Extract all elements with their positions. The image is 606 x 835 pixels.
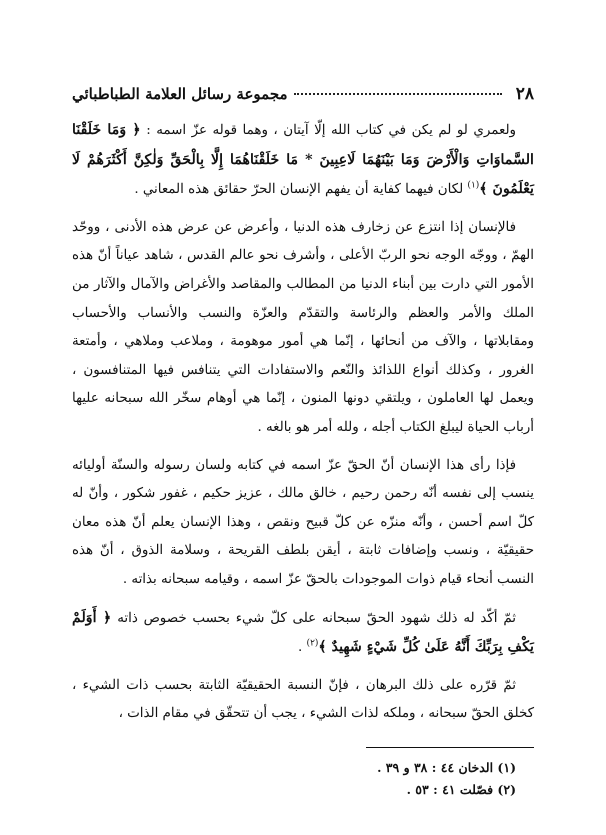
paragraph bbox=[72, 116, 534, 205]
body-text: فإذا رأى هذا الإنسان أنّ الحقّ عزّ اسمه في كتابه ولسان رسوله والسنّة أوليائه ينسب إلى نفسه أنّه رحمن رحيم ، خالق مالك ، عزيز حكيم ، غفور شكور ، وأنّ له كلّ اسم أحسن ، وأنّه منزّه عن كلّ قبيح ونقص ، وهذا الإنسان يعلم أنّ هذه معان حقيقيّة ، ونسب وإضافات ثابتة ، أيقن بلطف القريحة ، وسلامة الذوق ، أنّ هذه النسب أنحاء قيام ذوات الموجودات بالحقّ عزّ اسمه ، وقيامه سبحانه بذاته . bbox=[72, 457, 534, 587]
footnotes bbox=[120, 757, 516, 801]
quran-verse: ﴿ وَمَا خَلَقْنَا السَّماوَاتِ وَالْأَرْضَ وَمَا بَيْنَهُمَا لَاعِبِينَ * مَا خَلَقْنَاهُمَا إِلَّا بِالْحَقِّ وَلٰكِنَّ أَكْثَرَهُمْ لَا يَعْلَمُونَ ﴾ bbox=[72, 122, 534, 198]
paragraph bbox=[72, 214, 534, 443]
footnote-1: (١) الدخان ٤٤ : ٣٨ و ٣٩ . bbox=[377, 760, 516, 775]
footnote-marker: (٢) bbox=[306, 638, 319, 649]
footnote-2: (٢) فصّلت ٤١ : ٥٣ . bbox=[406, 782, 516, 797]
running-title: مجموعة رسائل العلامة الطباطبائي bbox=[72, 85, 288, 103]
body-text: . bbox=[298, 640, 307, 656]
footnote-separator bbox=[366, 747, 534, 748]
body-text: ولعمري لو لم يكن في كتاب الله إلّا آيتان ، وهما قوله عزّ اسمه : bbox=[140, 123, 517, 138]
running-header bbox=[72, 84, 534, 104]
paragraph bbox=[72, 672, 534, 729]
footnote-marker: (١) bbox=[467, 180, 480, 191]
body-text: لكان فيهما كفاية أن يفهم الإنسان الحرّ حقائق هذه المعاني . bbox=[134, 182, 468, 198]
page-body bbox=[72, 116, 534, 738]
body-text: ثمّ أكّد له ذلك شهود الحقّ سبحانه على كلّ شيء بحسب خصوص ذاته bbox=[111, 610, 516, 626]
body-text: ثمّ قرّره على ذلك البرهان ، فإنّ النسبة الحقيقيّة الثابتة بحسب ذات الشيء ، كخلق الحقّ سبحانه ، وملكه لذات الشيء ، يجب أن تتحقّق في مقام الذات ، bbox=[72, 677, 534, 722]
paragraph bbox=[72, 604, 534, 663]
body-text: فالإنسان إذا انتزع عن زخارف هذه الدنيا ، وأعرض عن عرض هذه الأدنى ، ووحّد الهمّ ، ووجّه الوجه نحو الربّ الأعلى ، وأشرف نحو عالم القدس ، شاهد عياناً أنّ هذه الأمور التي دارت بين أبناء الدنيا من المطالب والمقاصد والأغراض والآمال والآثار من الملك والأمر والعظم والرئاسة والتقدّم والعزّة والنسب والأنساب والأحساب ومقابلاتها ، والآف من أنحائها ، إنّما هي أمور موهومة ، وملاعب وملاهي ، وأمتعة الغرور ، وكذلك أنواع اللذائذ والنّعم والاستفادات التي يتنافس فيها المتنافسون ، ويعمل لها العاملون ، ويلتقي دونها المنون ، إنّما هي أوهام سخّر الله سبحانه عليها أرباب الحياة ليبلغ الكتاب أجله ، ولله أمر هو بالغه . bbox=[72, 219, 534, 435]
quran-verse: ﴿ أَوَلَمْ يَكْفِ بِرَبِّكَ أَنَّهُ عَلَىٰ كُلِّ شَيْءٍ شَهِيدٌ ﴾ bbox=[72, 609, 534, 656]
paragraph bbox=[72, 452, 534, 595]
page-number: ٢٨ bbox=[515, 84, 534, 104]
header-leader-dots bbox=[294, 93, 502, 95]
